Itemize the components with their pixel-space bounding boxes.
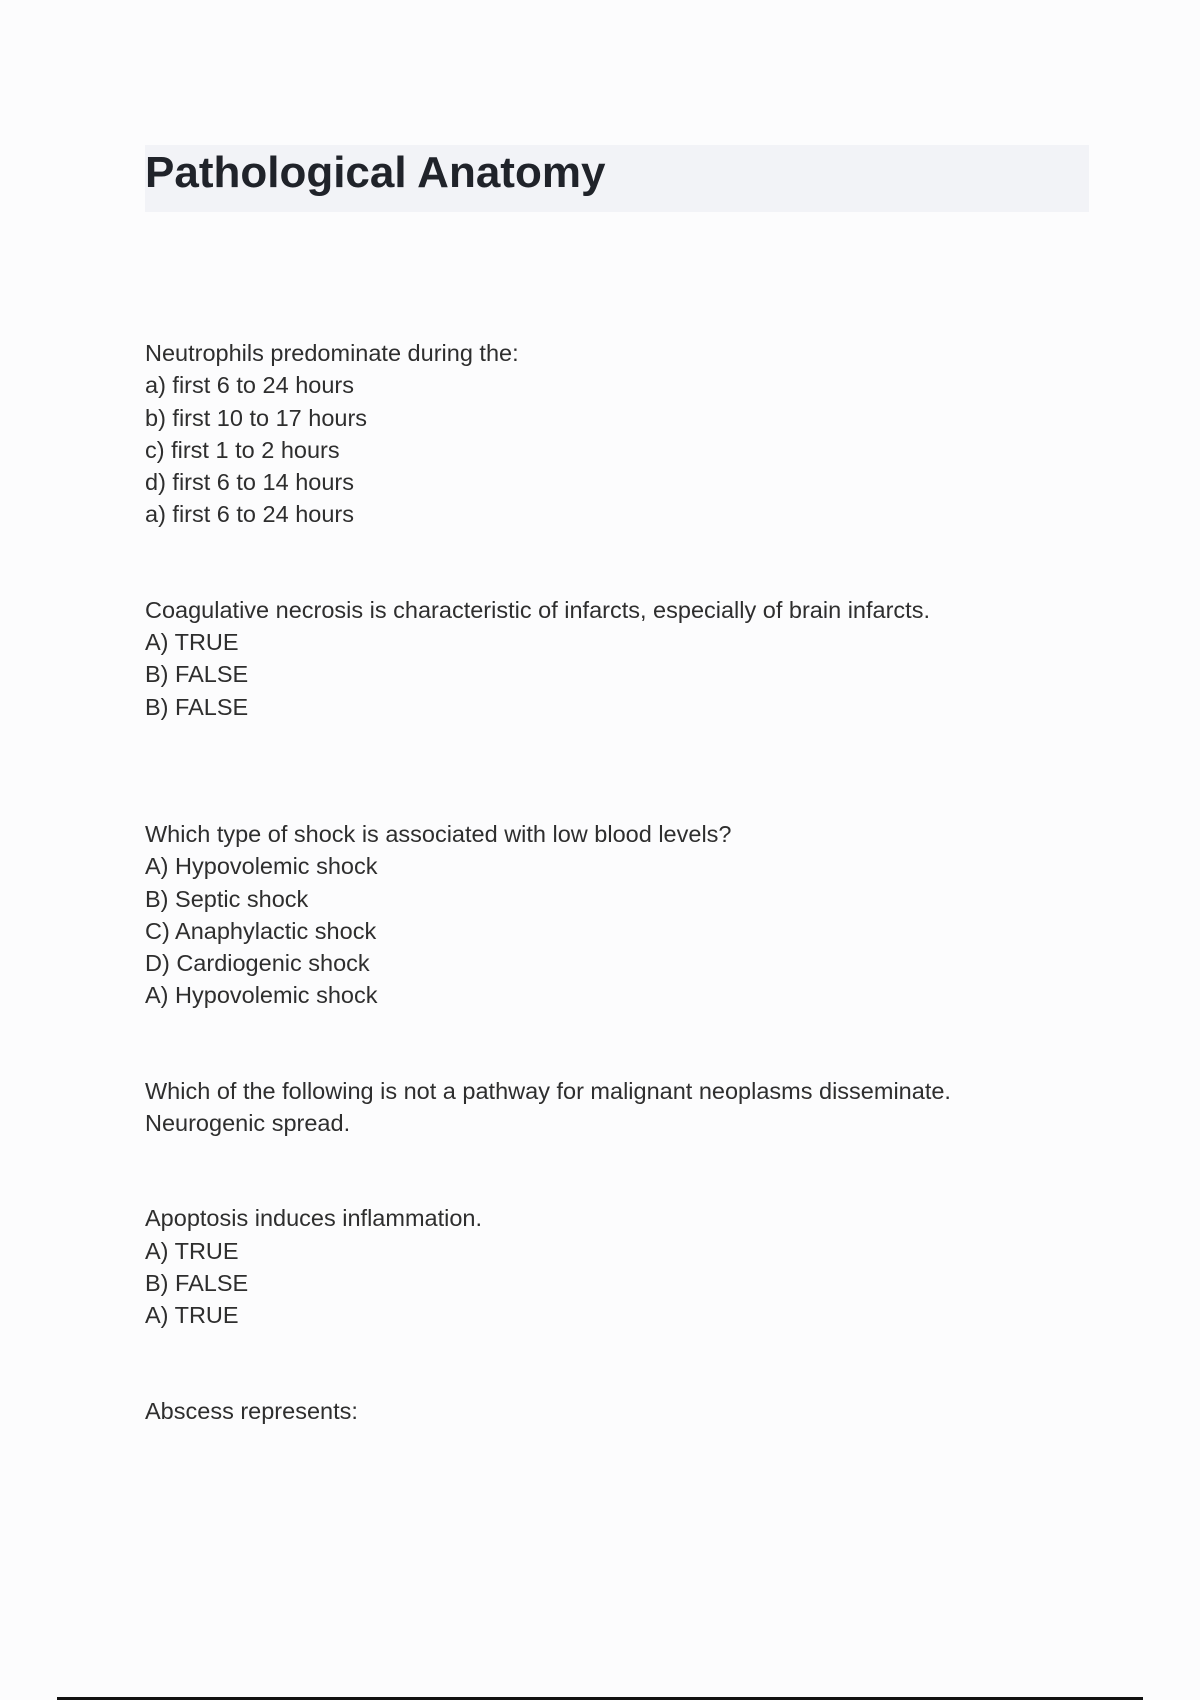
question-block-1 [145, 337, 1095, 531]
question-block-4 [145, 1075, 1095, 1140]
question-text: Which of the following is not a pathway for malignant neoplasms disseminate. [145, 1077, 951, 1104]
answer-option: B) FALSE [145, 661, 249, 688]
answer-option: D) Cardiogenic shock [145, 950, 370, 977]
question-block-6 [145, 1395, 1095, 1427]
answer-option: d) first 6 to 14 hours [145, 469, 354, 496]
question-block-3 [145, 818, 1095, 1012]
answer-option: b) first 10 to 17 hours [145, 404, 368, 431]
correct-answer: A) Hypovolemic shock [145, 982, 378, 1009]
answer-option: c) first 1 to 2 hours [145, 436, 340, 463]
page-title: Pathological Anatomy [145, 148, 606, 197]
correct-answer: Neurogenic spread. [145, 1110, 351, 1137]
correct-answer: B) FALSE [145, 693, 249, 720]
question-text: Which type of shock is associated with low blood levels? [145, 820, 732, 847]
correct-answer: A) TRUE [145, 1302, 239, 1329]
question-text: Abscess represents: [145, 1397, 358, 1424]
question-block-2 [145, 594, 1095, 723]
title-banner [145, 145, 1089, 212]
answer-option: a) first 6 to 24 hours [145, 372, 354, 399]
answer-option: A) Hypovolemic shock [145, 853, 378, 880]
answer-option: B) FALSE [145, 1269, 249, 1296]
question-text: Coagulative necrosis is characteristic of infarcts, especially of brain infarcts. [145, 596, 930, 623]
answer-option: C) Anaphylactic shock [145, 917, 377, 944]
answer-option: A) TRUE [145, 1237, 239, 1264]
correct-answer: a) first 6 to 24 hours [145, 501, 354, 528]
answer-option: B) Septic shock [145, 885, 309, 912]
answer-option: A) TRUE [145, 629, 239, 656]
question-text: Apoptosis induces inflammation. [145, 1205, 483, 1232]
question-list [145, 337, 1095, 1427]
question-block-5 [145, 1202, 1095, 1331]
question-text: Neutrophils predominate during the: [145, 340, 519, 366]
